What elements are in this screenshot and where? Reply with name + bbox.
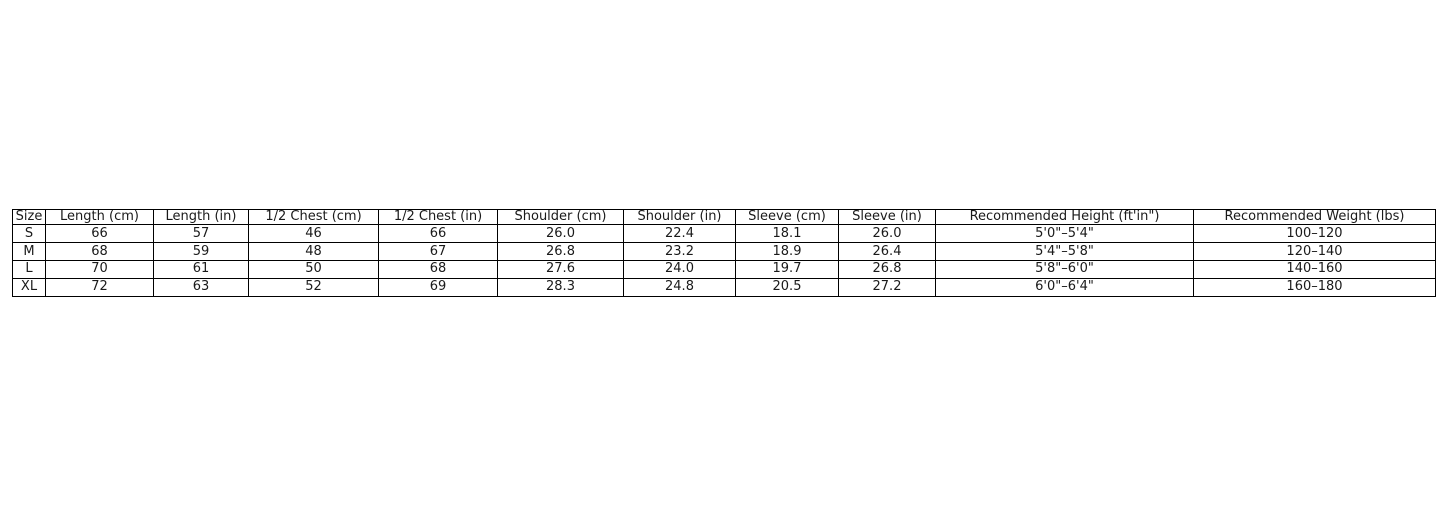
table-cell: 18.9 (736, 243, 839, 261)
size-chart-table (12, 209, 1436, 297)
column-header: Length (in) (154, 210, 249, 225)
table-row (13, 243, 1436, 261)
table-cell: 140–160 (1194, 261, 1436, 279)
table-cell: 160–180 (1194, 279, 1436, 297)
column-header: Shoulder (cm) (498, 210, 624, 225)
table-cell: 52 (249, 279, 379, 297)
table-cell: 5'0"–5'4" (936, 225, 1194, 243)
column-header: Recommended Height (ft'in") (936, 210, 1194, 225)
table-cell: 27.6 (498, 261, 624, 279)
table-cell: 26.0 (498, 225, 624, 243)
column-header: Shoulder (in) (624, 210, 736, 225)
table-row (13, 225, 1436, 243)
table-cell: 59 (154, 243, 249, 261)
table-row (13, 279, 1436, 297)
table-cell: 20.5 (736, 279, 839, 297)
column-header: Sleeve (cm) (736, 210, 839, 225)
table-cell: 27.2 (839, 279, 936, 297)
table-cell: 26.0 (839, 225, 936, 243)
table-cell: 63 (154, 279, 249, 297)
table-cell: 26.8 (839, 261, 936, 279)
table-cell: 24.0 (624, 261, 736, 279)
table-cell: 67 (379, 243, 498, 261)
column-header: Recommended Weight (lbs) (1194, 210, 1436, 225)
table-cell: 50 (249, 261, 379, 279)
table-cell: 26.4 (839, 243, 936, 261)
table-cell: 68 (379, 261, 498, 279)
table-cell: 18.1 (736, 225, 839, 243)
table-cell: 22.4 (624, 225, 736, 243)
table-cell: 69 (379, 279, 498, 297)
table-cell: 48 (249, 243, 379, 261)
table-cell: 66 (379, 225, 498, 243)
size-label-cell: XL (13, 279, 46, 297)
column-header: 1/2 Chest (cm) (249, 210, 379, 225)
column-header: 1/2 Chest (in) (379, 210, 498, 225)
table-cell: 5'8"–6'0" (936, 261, 1194, 279)
table-cell: 66 (46, 225, 154, 243)
column-header: Size (13, 210, 46, 225)
table-cell: 100–120 (1194, 225, 1436, 243)
size-label-cell: S (13, 225, 46, 243)
column-header: Length (cm) (46, 210, 154, 225)
table-cell: 120–140 (1194, 243, 1436, 261)
table-cell: 72 (46, 279, 154, 297)
table-cell: 70 (46, 261, 154, 279)
table-cell: 6'0"–6'4" (936, 279, 1194, 297)
table-row (13, 261, 1436, 279)
table-cell: 28.3 (498, 279, 624, 297)
size-label-cell: M (13, 243, 46, 261)
table-cell: 57 (154, 225, 249, 243)
table-cell: 23.2 (624, 243, 736, 261)
column-header: Sleeve (in) (839, 210, 936, 225)
table-body (13, 225, 1436, 297)
table-cell: 68 (46, 243, 154, 261)
table-cell: 24.8 (624, 279, 736, 297)
table-cell: 19.7 (736, 261, 839, 279)
header-row (13, 210, 1436, 225)
table-cell: 61 (154, 261, 249, 279)
table-cell: 5'4"–5'8" (936, 243, 1194, 261)
table-cell: 26.8 (498, 243, 624, 261)
size-label-cell: L (13, 261, 46, 279)
table-cell: 46 (249, 225, 379, 243)
